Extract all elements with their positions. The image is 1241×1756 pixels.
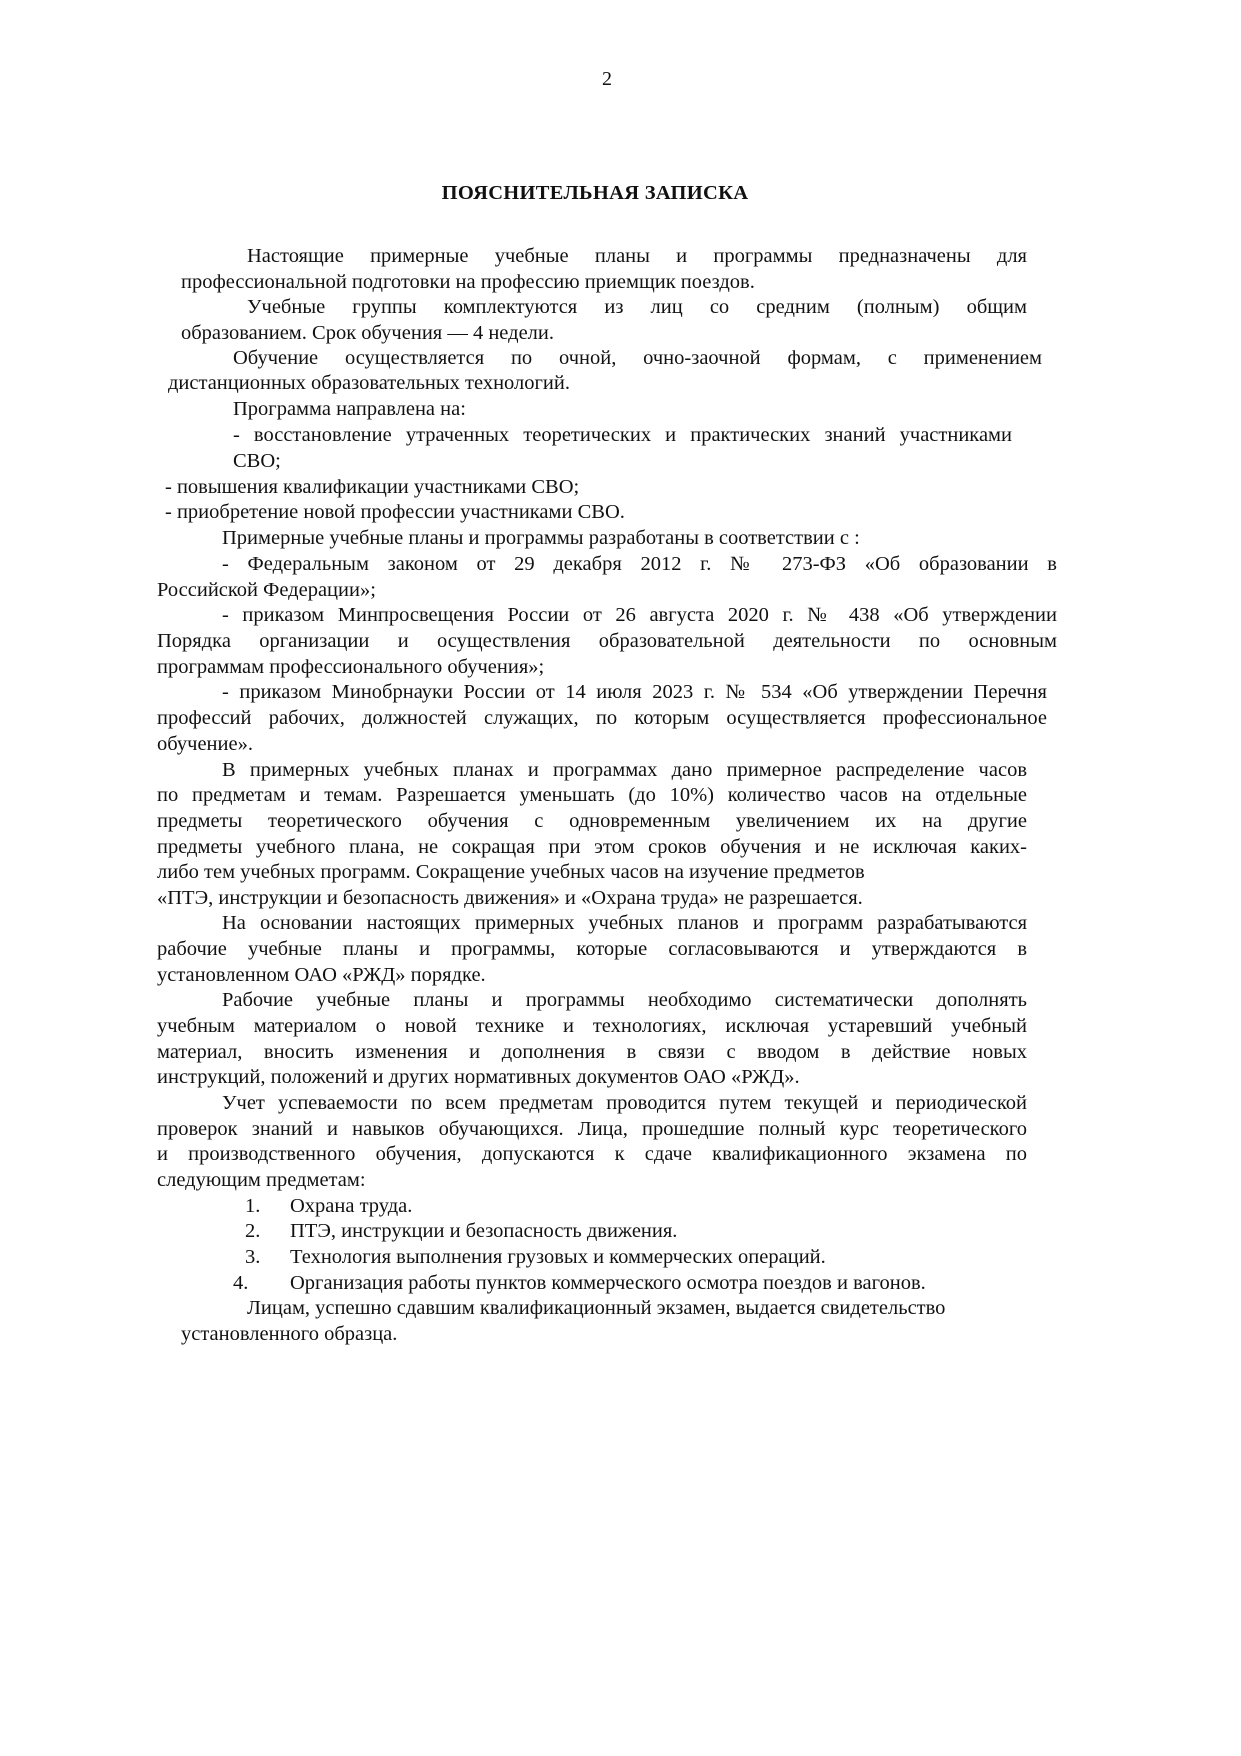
text-line: Настоящие примерные учебные планы и программы предназначены для: [247, 245, 1027, 267]
text-line: материал, вносить изменения и дополнения в связи с вводом в действие новых: [157, 1041, 1027, 1063]
list-number: 1.: [245, 1195, 261, 1217]
text-line: либо тем учебных программ. Сокращение учебных часов на изучение предметов: [157, 861, 865, 883]
text-line: - приобретение новой профессии участниками СВО.: [165, 501, 625, 523]
text-line: инструкций, положений и других нормативных документов ОАО «РЖД».: [157, 1066, 800, 1088]
text-line: - Федеральным законом от 29 декабря 2012 г. № 273-ФЗ «Об образовании в: [222, 553, 1057, 575]
text-line: проверок знаний и навыков обучающихся. Лица, прошедшие полный курс теоретического: [157, 1118, 1027, 1140]
text-line: предметы учебного плана, не сокращая при этом сроков обучения и не исключая каких-: [157, 836, 1027, 858]
text-line: следующим предметам:: [157, 1169, 366, 1191]
text-line: дистанционных образовательных технологий.: [168, 372, 570, 394]
text-line: Обучение осуществляется по очной, очно-заочной формам, с применением: [233, 347, 1042, 369]
list-item: Технология выполнения грузовых и коммерческих операций.: [290, 1246, 826, 1268]
text-line: Учет успеваемости по всем предметам проводится путем текущей и периодической: [222, 1092, 1027, 1114]
text-line: - приказом Минобрнауки России от 14 июля 2023 г. № 534 «Об утверждении Перечня: [222, 681, 1047, 703]
text-line: СВО;: [233, 450, 281, 472]
text-line: В примерных учебных планах и программах дано примерное распределение часов: [222, 759, 1027, 781]
list-number: 4.: [233, 1272, 249, 1294]
list-number: 3.: [245, 1246, 261, 1268]
list-item: Организация работы пунктов коммерческого осмотра поездов и вагонов.: [290, 1272, 926, 1294]
list-number: 2.: [245, 1220, 261, 1242]
document-title: ПОЯСНИТЕЛЬНАЯ ЗАПИСКА: [441, 182, 749, 204]
text-line: установленного образца.: [181, 1323, 398, 1345]
text-line: Учебные группы комплектуются из лиц со средним (полным) общим: [247, 296, 1027, 318]
text-line: предметы теоретического обучения с одновременным увеличением их на другие: [157, 810, 1027, 832]
list-item: ПТЭ, инструкции и безопасность движения.: [290, 1220, 678, 1242]
text-line: профессий рабочих, должностей служащих, по которым осуществляется профессиональное: [157, 707, 1047, 729]
text-line: На основании настоящих примерных учебных планов и программ разрабатываются: [222, 912, 1027, 934]
text-line: Программа направлена на:: [233, 398, 466, 420]
text-line: «ПТЭ, инструкции и безопасность движения» и «Охрана труда» не разрешается.: [157, 887, 863, 909]
text-line: учебным материалом о новой технике и технологиях, исключая устаревший учебный: [157, 1015, 1027, 1037]
text-line: обучение».: [157, 733, 253, 755]
text-line: образованием. Срок обучения — 4 недели.: [181, 322, 554, 344]
text-line: - восстановление утраченных теоретических и практических знаний участниками: [233, 424, 1012, 446]
text-line: Рабочие учебные планы и программы необходимо систематически дополнять: [222, 989, 1027, 1011]
text-line: Лицам, успешно сдавшим квалификационный экзамен, выдается свидетельство: [247, 1297, 946, 1319]
text-line: Примерные учебные планы и программы разработаны в соответствии с :: [222, 527, 860, 549]
text-line: - приказом Минпросвещения России от 26 августа 2020 г. № 438 «Об утверждении: [222, 604, 1057, 626]
page-number: 2: [602, 68, 612, 90]
text-line: установленном ОАО «РЖД» порядке.: [157, 964, 486, 986]
text-line: по предметам и темам. Разрешается уменьшать (до 10%) количество часов на отдельные: [157, 784, 1027, 806]
text-line: программам профессионального обучения»;: [157, 656, 545, 678]
text-line: рабочие учебные планы и программы, которые согласовываются и утверждаются в: [157, 938, 1027, 960]
list-item: Охрана труда.: [290, 1195, 413, 1217]
text-line: Порядка организации и осуществления образовательной деятельности по основным: [157, 630, 1057, 652]
text-line: профессиональной подготовки на профессию приемщик поездов.: [181, 271, 755, 293]
text-line: Российской Федерации»;: [157, 579, 376, 601]
text-line: - повышения квалификации участниками СВО;: [165, 476, 580, 498]
text-line: и производственного обучения, допускаются к сдаче квалификационного экзамена по: [157, 1143, 1027, 1165]
